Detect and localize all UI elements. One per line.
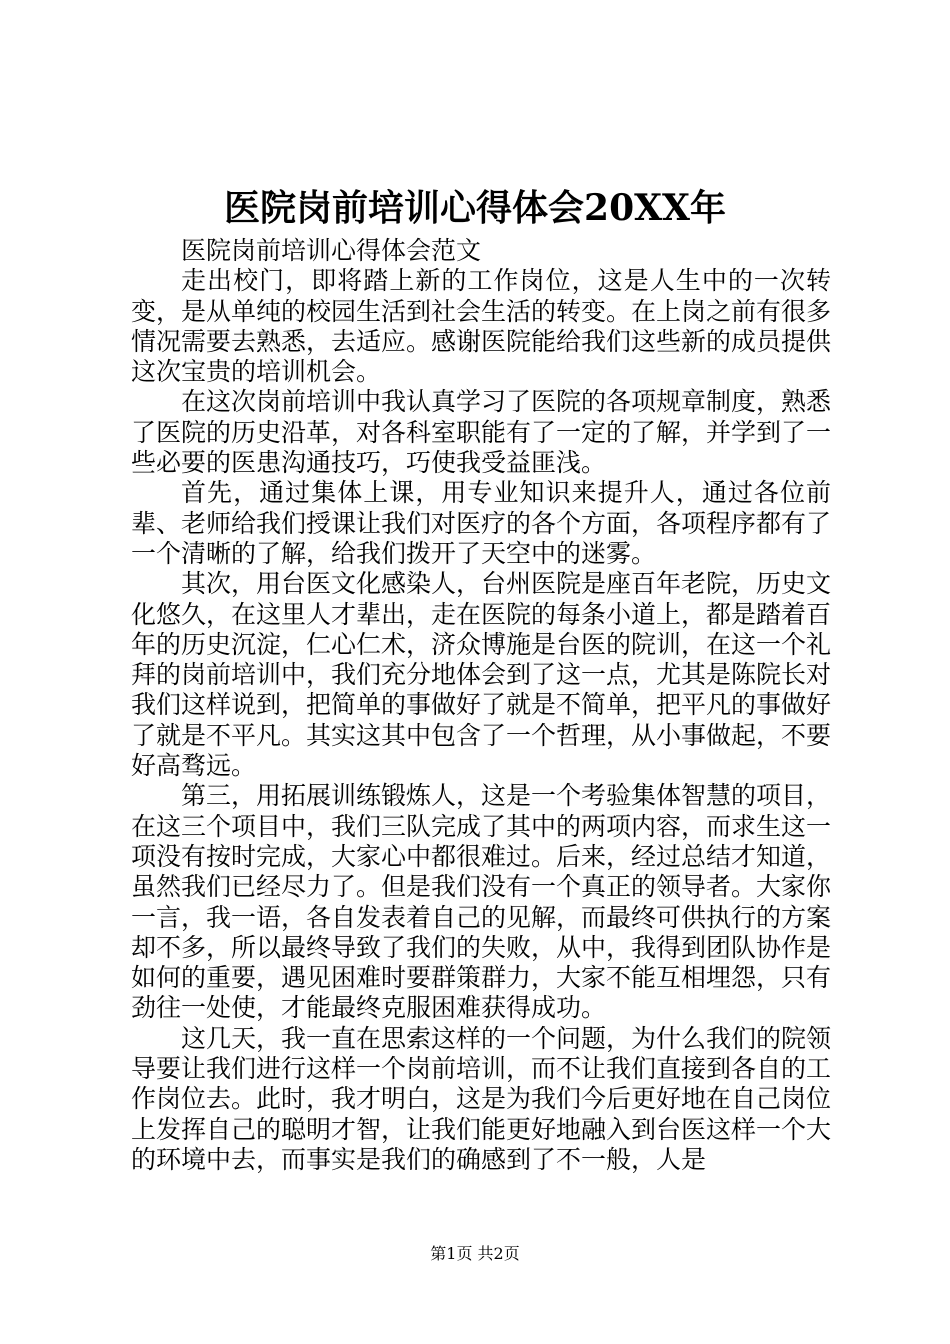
paragraph: 走出校门，即将踏上新的工作岗位，这是人生中的一次转变，是从单纯的校园生活到社会生活的转变。在上岗之前有很多情况需要去熟悉，去适应。感谢医院能给我们这些新的成员提供这次宝贵的培训机会。 xyxy=(131,266,832,387)
page-number-footer: 第1页 共2页 xyxy=(430,1244,520,1263)
document-title: 医院岗前培训心得体会20XX年 xyxy=(224,187,726,229)
document-body xyxy=(131,236,831,1175)
paragraph: 这几天，我一直在思索这样的一个问题，为什么我们的院领导要让我们进行这样一个岗前培训，而不让我们直接到各自的工作岗位去。此时，我才明白，这是为我们今后更好地在自己岗位上发挥自己的聪明才智，让我们能更好地融入到台医这样一个大的环境中去，而事实是我们的确感到了不一般，人是 xyxy=(131,1023,832,1174)
paragraph: 在这次岗前培训中我认真学习了医院的各项规章制度，熟悉了医院的历史沿革，对各科室职能有了一定的了解，并学到了一些必要的医患沟通技巧，巧使我受益匪浅。 xyxy=(131,387,832,478)
paragraph: 其次，用台医文化感染人，台州医院是座百年老院，历史文化悠久，在这里人才辈出，走在医院的每条小道上，都是踏着百年的历史沉淀，仁心仁术，济众博施是台医的院训，在这一个礼拜的岗前培训中，我们充分地体会到了这一点，尤其是陈院长对我们这样说到，把简单的事做好了就是不简单，把平凡的事做好了就是不平凡。其实这其中包含了一个哲理，从小事做起，不要好高骛远。 xyxy=(131,569,832,781)
paragraph: 第三，用拓展训练锻炼人，这是一个考验集体智慧的项目，在这三个项目中，我们三队完成了其中的两项内容，而求生这一项没有按时完成，大家心中都很难过。后来，经过总结才知道，虽然我们已经尽力了。但是我们没有一个真正的领导者。大家你一言，我一语，各自发表着自己的见解，而最终可供执行的方案却不多，所以最终导致了我们的失败，从中，我得到团队协作是如何的重要，遇见困难时要群策群力，大家不能互相埋怨，只有劲往一处使，才能最终克服困难获得成功。 xyxy=(131,781,832,1023)
paragraph-subtitle: 医院岗前培训心得体会范文 xyxy=(181,236,482,265)
paragraph: 首先，通过集体上课，用专业知识来提升人，通过各位前辈、老师给我们授课让我们对医疗的各个方面，各项程序都有了一个清晰的了解，给我们拨开了天空中的迷雾。 xyxy=(131,478,832,568)
